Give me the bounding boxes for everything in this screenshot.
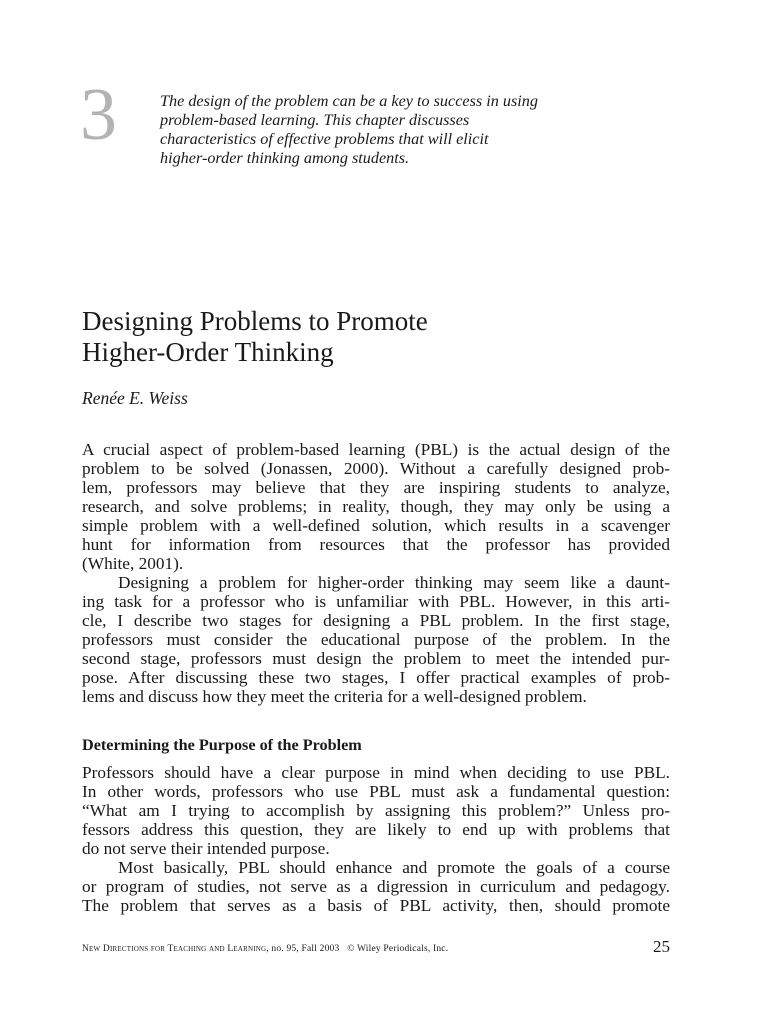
text-line: “What am I trying to accomplish by assigning this problem?” Unless pro- — [82, 801, 670, 820]
text-line: (White, 2001). — [82, 554, 184, 573]
title-line: Designing Problems to Promote — [82, 306, 428, 336]
text-line: Designing a problem for higher-order thinking may seem like a daunt- — [118, 573, 670, 592]
text-line: A crucial aspect of problem-based learning (PBL) is the actual design of the — [82, 440, 670, 459]
publisher-copyright: © Wiley Periodicals, Inc. — [347, 944, 449, 954]
text-line: do not serve their intended purpose. — [82, 839, 330, 858]
page-number: 25 — [653, 937, 670, 956]
text-line: professors must consider the educational purpose of the problem. In the — [82, 630, 670, 649]
abstract-line: higher-order thinking among students. — [160, 149, 410, 167]
text-line: simple problem with a well-defined solution, which results in a scavenger — [82, 516, 670, 535]
text-line: Most basically, PBL should enhance and promote the goals of a course — [118, 858, 670, 877]
text-line: hunt for information from resources that the professor has provided — [82, 535, 670, 554]
abstract-line: problem-based learning. This chapter discusses — [160, 111, 470, 129]
chapter-number: 3 — [80, 74, 117, 156]
journal-name: New Directions for Teaching and Learning — [82, 944, 267, 954]
issue-info: , no. 95, Fall 2003 — [266, 944, 340, 954]
paragraph-goals — [82, 858, 670, 915]
chapter-abstract — [160, 92, 620, 168]
text-line: cle, I describe two stages for designing a PBL problem. In the first stage, — [82, 611, 670, 630]
text-line: Professors should have a clear purpose in mind when deciding to use PBL. — [82, 763, 670, 782]
author-name: Renée E. Weiss — [82, 388, 188, 408]
paragraph-intro — [82, 440, 670, 573]
text-line: ing task for a professor who is unfamiliar with PBL. However, in this arti- — [82, 592, 670, 611]
abstract-line: The design of the problem can be a key to success in using — [160, 92, 538, 110]
text-line: fessors address this question, they are likely to end up with problems that — [82, 820, 670, 839]
text-line: problem to be solved (Jonassen, 2000). Without a carefully designed prob- — [82, 459, 670, 478]
text-line: In other words, professors who use PBL must ask a fundamental question: — [82, 782, 670, 801]
article-title — [82, 306, 428, 368]
section-heading: Determining the Purpose of the Problem — [82, 736, 362, 754]
text-line: lem, professors may believe that they are inspiring students to analyze, — [82, 478, 670, 497]
paragraph-stages — [82, 573, 670, 706]
footer-citation — [82, 944, 448, 954]
text-line: second stage, professors must design the problem to meet the intended pur- — [82, 649, 670, 668]
text-line: pose. After discussing these two stages, I offer practical examples of prob- — [82, 668, 670, 687]
paragraph-purpose — [82, 763, 670, 858]
text-line: lems and discuss how they meet the criteria for a well-designed problem. — [82, 687, 587, 706]
title-line: Higher-Order Thinking — [82, 337, 334, 367]
abstract-line: characteristics of effective problems that will elicit — [160, 130, 489, 148]
text-line: or program of studies, not serve as a digression in curriculum and pedagogy. — [82, 877, 670, 896]
page-footer — [82, 937, 670, 959]
text-line: research, and solve problems; in reality, though, they may only be using a — [82, 497, 670, 516]
text-line: The problem that serves as a basis of PBL activity, then, should promote — [82, 896, 670, 915]
